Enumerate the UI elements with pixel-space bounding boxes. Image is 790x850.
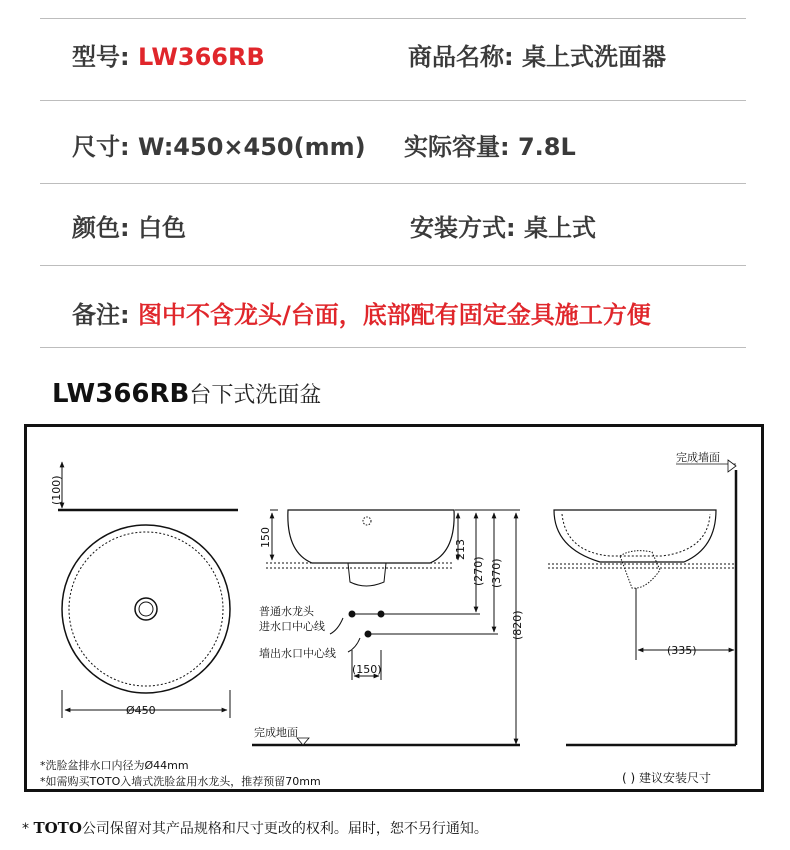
name-label: 商品名称: bbox=[408, 43, 514, 71]
floor-label: 完成地面 bbox=[254, 726, 298, 739]
section-view bbox=[548, 460, 736, 745]
wall-outlet-dot bbox=[365, 631, 371, 637]
label-diameter: Ø450 bbox=[126, 704, 156, 717]
color-value: 白色 bbox=[137, 214, 186, 242]
label-213: 213 bbox=[454, 539, 467, 560]
basin-outer-circle bbox=[62, 525, 230, 693]
label-820: (820) bbox=[511, 610, 524, 640]
label-100: (100) bbox=[50, 475, 63, 505]
top-view bbox=[58, 462, 238, 718]
basin-section bbox=[554, 510, 716, 562]
drain-inner bbox=[139, 602, 153, 616]
capacity-value: 7.8L bbox=[517, 133, 576, 161]
faucet-inlet-dot bbox=[349, 611, 355, 617]
model-value: LW366RB bbox=[137, 43, 265, 71]
faucet-label-2: 进水口中心线 bbox=[259, 620, 325, 633]
remark-value: 图中不含龙头/台面，底部配有固定金具施工方便 bbox=[137, 301, 651, 329]
wall-label: 完成墙面 bbox=[676, 451, 720, 464]
label-150b: (150) bbox=[352, 663, 382, 676]
faucet-label-1: 普通水龙头 bbox=[259, 605, 314, 618]
label-370: (370) bbox=[490, 558, 503, 588]
overflow-hole bbox=[363, 517, 371, 525]
footer-text: 公司保留对其产品规格和尺寸更改的权利。届时，恕不另行通知。 bbox=[81, 821, 488, 837]
capacity-label: 实际容量: bbox=[404, 133, 510, 161]
name-value: 桌上式洗面器 bbox=[521, 43, 666, 71]
install-value: 桌上式 bbox=[523, 214, 596, 242]
size-label: 尺寸: bbox=[72, 133, 130, 161]
drain-profile bbox=[348, 563, 386, 586]
brand-logo: TOTO bbox=[33, 819, 82, 837]
size-value: W:450×450(mm) bbox=[137, 133, 366, 161]
remark-label: 备注: bbox=[72, 301, 130, 329]
footer-disclaimer bbox=[22, 818, 488, 838]
drain-outer bbox=[135, 598, 157, 620]
diagram-title-desc: 台下式洗面盆 bbox=[189, 383, 322, 408]
wall-outlet-label: 墙出水口中心线 bbox=[259, 647, 336, 660]
basin-profile bbox=[288, 510, 454, 563]
model-label: 型号: bbox=[72, 43, 130, 71]
label-270: (270) bbox=[472, 556, 485, 586]
basin-inner-circle bbox=[69, 532, 223, 686]
diagram-title-model: LW366RB bbox=[52, 379, 190, 409]
footer-prefix: * bbox=[22, 821, 34, 837]
note-2: *如需购买TOTO入墙式洗脸盆用水龙头，推荐预留70mm bbox=[40, 775, 321, 788]
note-1: *洗脸盆排水口内径为Ø44mm bbox=[40, 759, 189, 772]
color-label: 颜色: bbox=[72, 214, 130, 242]
label-150: 150 bbox=[259, 527, 272, 548]
label-335: (335) bbox=[667, 644, 697, 657]
install-label: 安装方式: bbox=[410, 214, 516, 242]
suggest-note: ( ) 建议安装尺寸 bbox=[622, 771, 711, 785]
